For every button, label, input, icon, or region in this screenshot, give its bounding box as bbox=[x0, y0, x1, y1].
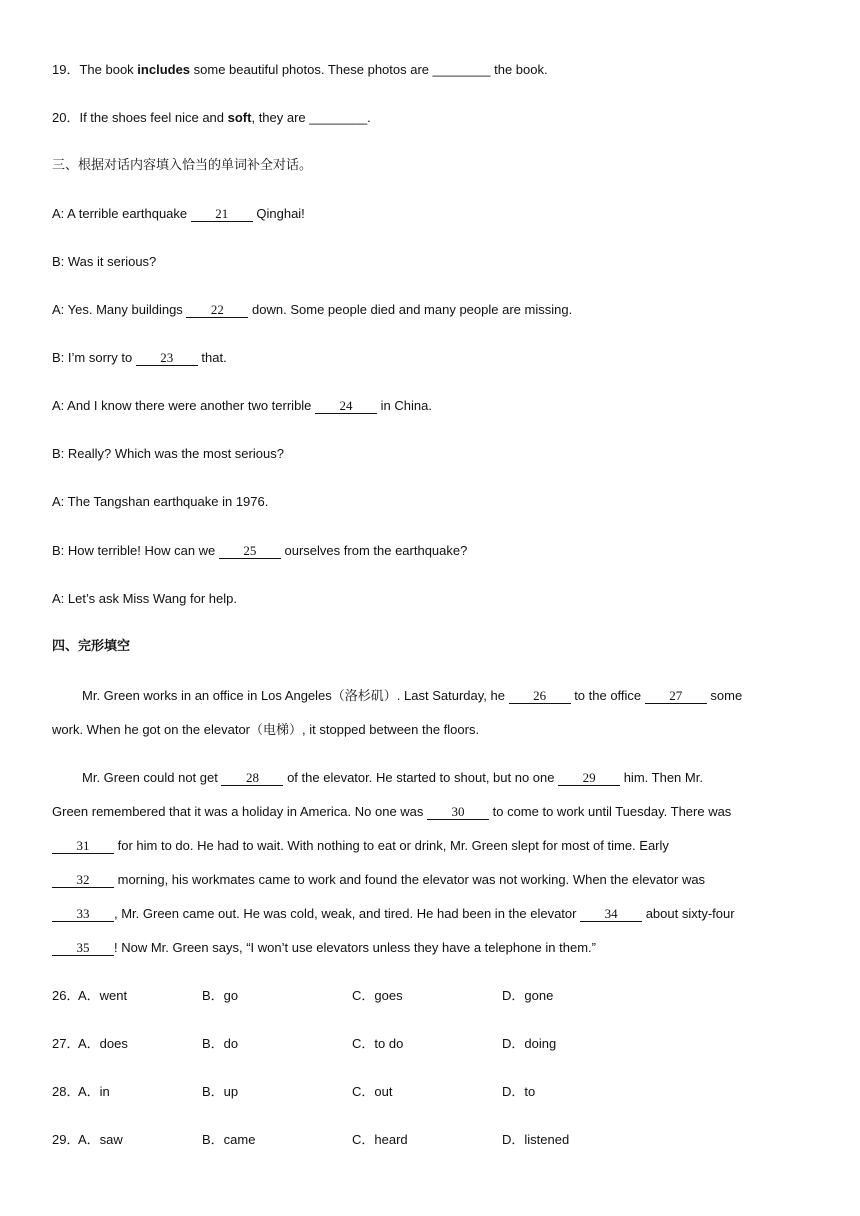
option-c[interactable]: C．out bbox=[352, 1084, 393, 1099]
answer-blank[interactable]: 31 bbox=[52, 838, 114, 854]
dialogue-line: A: Let’s ask Miss Wang for help. bbox=[52, 591, 237, 606]
option-b[interactable]: B．up bbox=[202, 1084, 239, 1099]
dialogue-line: A: Yes. Many buildings 22 down. Some people died and many people are missing. bbox=[52, 302, 573, 317]
passage-line: 32 morning, his workmates came to work and found the elevator was not working. When the elevator was bbox=[52, 871, 705, 889]
option-c[interactable]: C．to do bbox=[352, 1036, 404, 1051]
option-a[interactable]: A．saw bbox=[78, 1132, 123, 1147]
option-d[interactable]: D．to bbox=[502, 1084, 536, 1099]
answer-blank[interactable]: 23 bbox=[136, 350, 198, 366]
option-b[interactable]: B．go bbox=[202, 988, 239, 1003]
dialogue-line: A: And I know there were another two terrible 24 in China. bbox=[52, 398, 432, 413]
passage-line: Mr. Green could not get 28 of the elevator. He started to shout, but no one 29 him. Then Mr. bbox=[82, 770, 703, 785]
passage-line: Mr. Green works in an office in Los Angeles（洛杉矶）. Last Saturday, he 26 to the office 27 some bbox=[82, 688, 743, 704]
passage-line: Green remembered that it was a holiday in America. No one was 30 to come to work until Tuesday. There was bbox=[52, 804, 732, 819]
option-b[interactable]: B．came bbox=[202, 1132, 256, 1147]
answer-blank[interactable]: 26 bbox=[509, 688, 571, 704]
answer-blank[interactable]: ________ bbox=[309, 110, 368, 125]
dialogue-line: B: Was it serious? bbox=[52, 254, 157, 269]
answer-blank[interactable]: 27 bbox=[645, 688, 707, 704]
question-number: 26． bbox=[52, 988, 80, 1003]
passage-line: 33 , Mr. Green came out. He was cold, weak, and tired. He had been in the elevator 34 about sixty-four bbox=[52, 905, 735, 923]
answer-blank[interactable]: 33 bbox=[52, 906, 114, 922]
answer-blank[interactable]: 25 bbox=[219, 543, 281, 559]
answer-blank[interactable]: 24 bbox=[315, 398, 377, 414]
option-a[interactable]: A．in bbox=[78, 1084, 110, 1099]
question-19: 19．The book includes some beautiful photos. These photos are ________ the book. bbox=[52, 62, 548, 77]
option-c[interactable]: C．heard bbox=[352, 1132, 408, 1147]
option-d[interactable]: D．gone bbox=[502, 988, 554, 1003]
answer-blank[interactable]: 29 bbox=[558, 770, 620, 786]
option-d[interactable]: D．listened bbox=[502, 1132, 570, 1147]
keyword: includes bbox=[137, 62, 191, 77]
question-number: 20． bbox=[52, 110, 80, 125]
dialogue-line: A: The Tangshan earthquake in 1976. bbox=[52, 494, 269, 509]
question-number: 27． bbox=[52, 1036, 80, 1051]
option-a[interactable]: A．went bbox=[78, 988, 128, 1003]
dialogue-line: B: Really? Which was the most serious? bbox=[52, 446, 284, 461]
dialogue-line: B: How terrible! How can we 25 ourselves from the earthquake? bbox=[52, 543, 468, 558]
answer-blank[interactable]: ________ bbox=[432, 62, 491, 77]
question-number: 19． bbox=[52, 62, 80, 77]
dialogue-line: A: A terrible earthquake 21 Qinghai! bbox=[52, 206, 305, 221]
option-d[interactable]: D．doing bbox=[502, 1036, 557, 1051]
passage-line: 31 for him to do. He had to wait. With nothing to eat or drink, Mr. Green slept for most of time. Early bbox=[52, 837, 669, 855]
dialogue-line: B: I’m sorry to 23 that. bbox=[52, 350, 227, 365]
question-20: 20．If the shoes feel nice and soft, they are ________. bbox=[52, 110, 371, 125]
option-a[interactable]: A．does bbox=[78, 1036, 128, 1051]
option-b[interactable]: B．do bbox=[202, 1036, 239, 1051]
answer-blank[interactable]: 34 bbox=[580, 906, 642, 922]
section-4-title: 四、完形填空 bbox=[52, 639, 131, 654]
option-c[interactable]: C．goes bbox=[352, 988, 403, 1003]
question-number: 28． bbox=[52, 1084, 80, 1099]
question-number: 29． bbox=[52, 1132, 80, 1147]
passage-line: 35 ! Now Mr. Green says, “I won’t use elevators unless they have a telephone in them.” bbox=[52, 939, 596, 957]
section-3-title: 三、根据对话内容填入恰当的单词补全对话。 bbox=[52, 158, 313, 173]
answer-blank[interactable]: 21 bbox=[191, 206, 253, 222]
answer-blank[interactable]: 32 bbox=[52, 872, 114, 888]
answer-blank[interactable]: 35 bbox=[52, 940, 114, 956]
answer-blank[interactable]: 30 bbox=[427, 804, 489, 820]
keyword: soft bbox=[227, 110, 252, 125]
answer-blank[interactable]: 22 bbox=[186, 302, 248, 318]
answer-blank[interactable]: 28 bbox=[221, 770, 283, 786]
passage-line: work. When he got on the elevator（电梯）, it stopped between the floors. bbox=[52, 722, 480, 738]
